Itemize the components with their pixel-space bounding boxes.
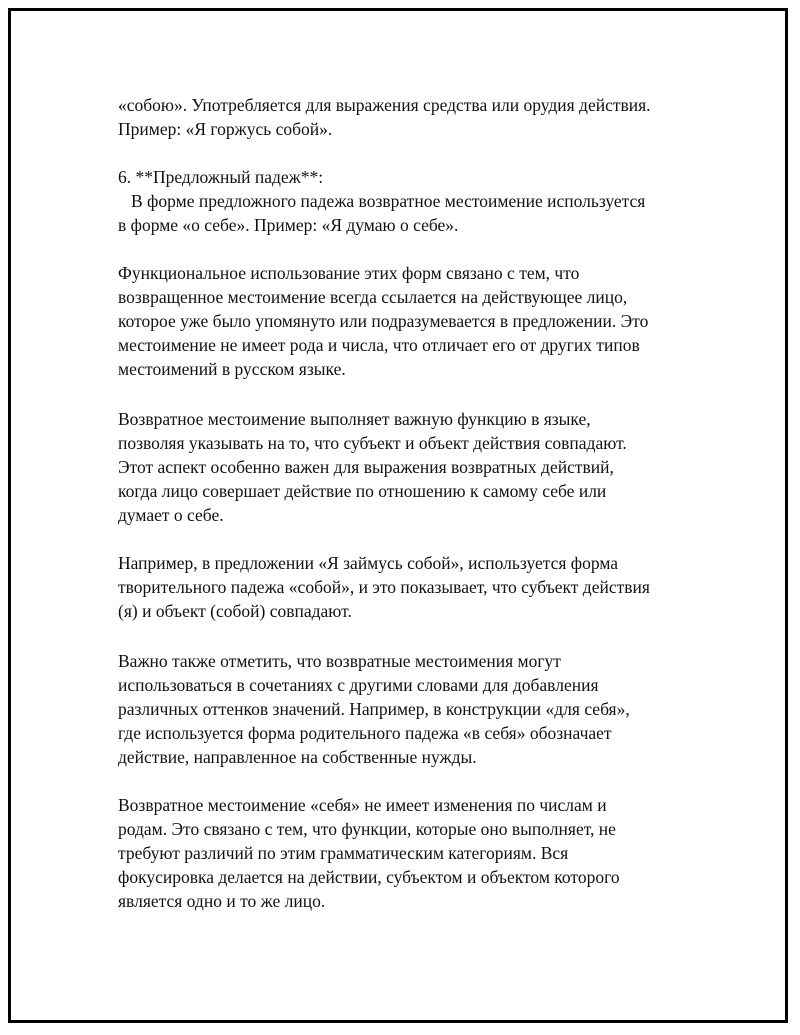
text-line: «собою». Употребляется для выражения средства или орудия действия. <box>118 95 651 115</box>
text-line: Возвратное местоимение «себя» не имеет изменения по числам и <box>118 795 607 815</box>
paragraph-example <box>118 551 718 623</box>
text-line: думает о себе. <box>118 505 224 525</box>
paragraph-combinations <box>118 649 718 769</box>
text-line: Важно также отметить, что возвратные местоимения могут <box>118 651 561 671</box>
text-line: в форме «о себе». Пример: «Я думаю о себе». <box>118 215 459 235</box>
text-line: когда лицо совершает действие по отношению к самому себе или <box>118 481 607 501</box>
text-line: В форме предложного падежа возвратное местоимение используется <box>131 191 646 211</box>
text-line: 6. **Предложный падеж**: <box>118 167 324 187</box>
text-line: Например, в предложении «Я займусь собой», используется форма <box>118 553 619 573</box>
paragraph-prepositional-case <box>118 165 718 237</box>
text-line: фокусировка делается на действии, субъектом и объектом которого <box>118 867 620 887</box>
paragraph-functional-use <box>118 261 718 381</box>
text-line: местоимение не имеет рода и числа, что отличает его от других типов <box>118 335 640 355</box>
text-line: Этот аспект особенно важен для выражения возвратных действий, <box>118 457 614 477</box>
paragraph-instrumental-end <box>118 93 718 141</box>
text-line: которое уже было упомянуто или подразумевается в предложении. Это <box>118 311 649 331</box>
text-line: творительного падежа «собой», и это показывает, что субъект действия <box>118 577 650 597</box>
text-line: Функциональное использование этих форм связано с тем, что <box>118 263 580 283</box>
text-line: действие, направленное на собственные нужды. <box>118 747 477 767</box>
text-line: где используется форма родительного падежа «в себя» обозначает <box>118 723 612 743</box>
text-line: различных оттенков значений. Например, в конструкции «для себя», <box>118 699 630 719</box>
text-line: позволяя указывать на то, что субъект и объект действия совпадают. <box>118 433 627 453</box>
text-line: Пример: «Я горжусь собой». <box>118 119 333 139</box>
paragraph-important-function <box>118 407 718 527</box>
paragraph-no-number-gender <box>118 793 718 913</box>
text-line: (я) и объект (собой) совпадают. <box>118 601 352 621</box>
text-line: возвращенное местоимение всегда ссылается на действующее лицо, <box>118 287 628 307</box>
text-line: Возвратное местоимение выполняет важную функцию в языке, <box>118 409 591 429</box>
text-line: местоимений в русском языке. <box>118 359 346 379</box>
text-line: требуют различий по этим грамматическим категориям. Вся <box>118 843 569 863</box>
text-line: является одно и то же лицо. <box>118 891 326 911</box>
text-line: родам. Это связано с тем, что функции, которые оно выполняет, не <box>118 819 616 839</box>
text-line: использоваться в сочетаниях с другими словами для добавления <box>118 675 599 695</box>
